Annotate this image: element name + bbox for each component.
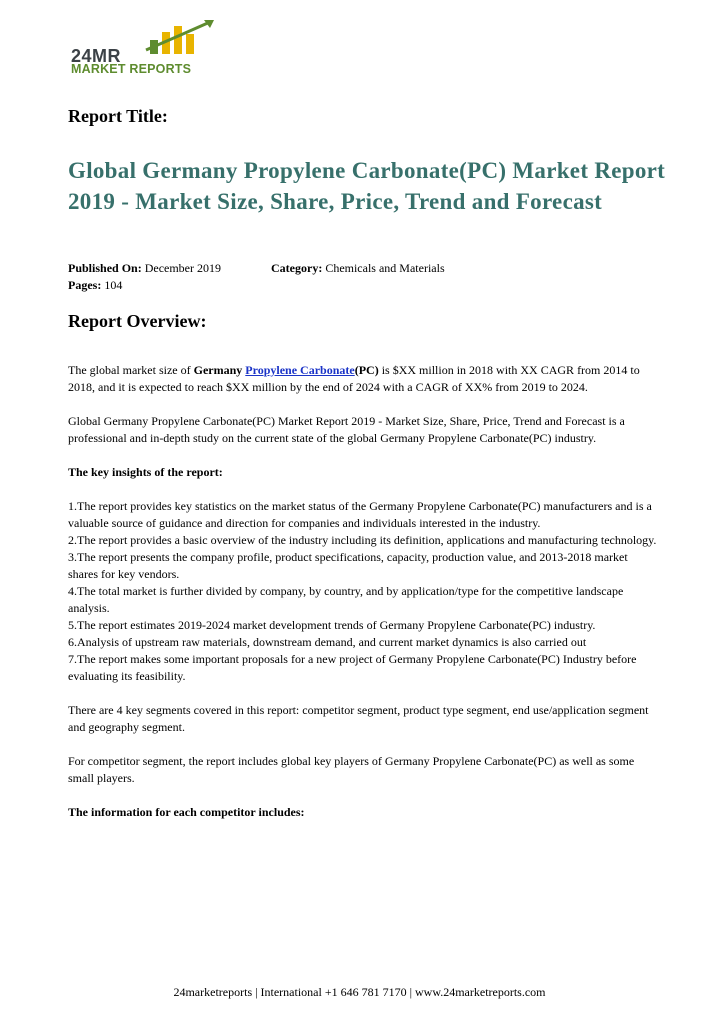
insight-item: 7.The report makes some important proposals for a new project of Germany Propylene Carbonate(PC) Industry before evaluating its feasibility. xyxy=(68,652,637,683)
pages-label: Pages: xyxy=(68,278,102,292)
insight-item: 4.The total market is further divided by company, by country, and by application/type for the competitive landscape analysis. xyxy=(68,584,624,615)
report-title-label: Report Title: xyxy=(68,106,168,126)
insight-item: 6.Analysis of upstream raw materials, downstream demand, and current market dynamics is also carried out xyxy=(68,635,587,649)
category-row xyxy=(271,260,445,277)
competitor-heading-para xyxy=(68,804,658,821)
company-logo xyxy=(66,18,226,78)
logo-text-secondary: MARKET REPORTS xyxy=(71,62,192,76)
insights-heading-para xyxy=(68,464,658,481)
published-label: Published On: xyxy=(68,261,142,275)
insights-heading: The key insights of the report: xyxy=(68,465,223,479)
category-value: Chemicals and Materials xyxy=(325,261,445,275)
logo-bars-icon xyxy=(144,20,214,54)
overview-paragraph-2: Global Germany Propylene Carbonate(PC) Market Report 2019 - Market Size, Share, Price, Trend and Forecast is a professional and in-depth study on the current state of the global Germany Propylene Carbonate(PC) industry. xyxy=(68,414,625,445)
overview-paragraph-1 xyxy=(68,362,658,396)
pages-value: 104 xyxy=(104,278,123,292)
category-label: Category: xyxy=(271,261,323,275)
p1-bold-2: (PC) xyxy=(354,363,379,377)
pages-row xyxy=(68,277,221,294)
insight-item: 3.The report presents the company profile, product specifications, capacity, production value, and 2013-2018 market shares for key vendors. xyxy=(68,550,628,581)
insight-item: 1.The report provides key statistics on the market status of the Germany Propylene Carbonate(PC) manufacturers and is a valuable source of guidance and direction for companies and individuals interested in the industry. xyxy=(68,499,652,530)
p1-pre: The global market size of xyxy=(68,363,194,377)
overview-paragraph-4: For competitor segment, the report includes global key players of Germany Propylene Carbonate(PC) as well as some small players. xyxy=(68,754,635,785)
propylene-carbonate-link[interactable]: Propylene Carbonate xyxy=(245,363,355,377)
competitor-heading: The information for each competitor includes: xyxy=(68,805,305,819)
overview-body xyxy=(68,362,658,838)
page-footer: 24marketreports | International +1 646 781 7170 | www.24marketreports.com xyxy=(173,985,546,999)
p1-post: is $XX million in 2018 with XX CAGR from 2014 to 2018, and it is expected to reach $XX million by the end of 2024 with a CAGR of XX% from 2019 to 2024. xyxy=(68,363,640,394)
report-meta xyxy=(68,260,445,294)
logo-text-primary: 24MR xyxy=(71,46,122,66)
overview-heading: Report Overview: xyxy=(68,311,207,331)
published-value: December 2019 xyxy=(144,261,222,275)
insight-item: 5.The report estimates 2019-2024 market development trends of Germany Propylene Carbonate(PC) industry. xyxy=(68,618,596,632)
published-row xyxy=(68,260,221,277)
overview-paragraph-3: There are 4 key segments covered in this report: competitor segment, product type segment, end use/application segment and geography segment. xyxy=(68,703,649,734)
p1-bold-1: Germany xyxy=(193,363,246,377)
report-title: Global Germany Propylene Carbonate(PC) Market Report 2019 - Market Size, Share, Price, Trend and Forecast xyxy=(68,158,666,214)
insight-item: 2.The report provides a basic overview of the industry including its definition, applications and manufacturing technology. xyxy=(68,533,657,547)
